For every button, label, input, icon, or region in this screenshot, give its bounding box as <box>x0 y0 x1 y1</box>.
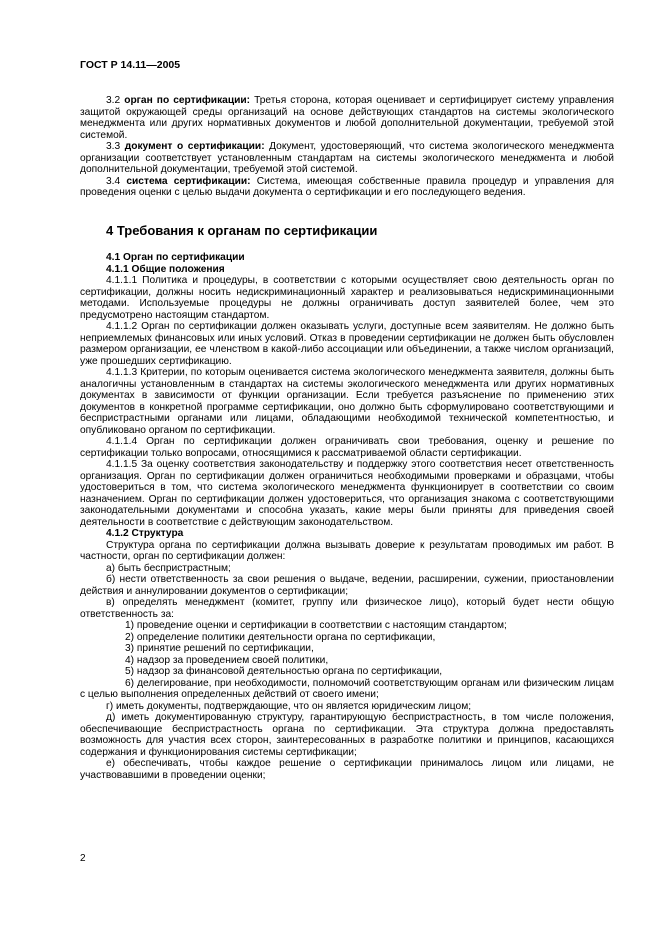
para-4-1-1-1: 4.1.1.1 Политика и процедуры, в соответствии с которыми осуществляет свою деятельность орган по сертификации, должны носить недискриминационный характер и реализовываться недискриминационными методами. Используемые процедуры не должны ограничивать доступ заявителей более, чем это предусмотрено настоящим стандартом. <box>80 275 614 321</box>
section-4-title: 4 Требования к органам по сертификации <box>106 223 378 238</box>
para-4-1-1-3: 4.1.1.3 Критерии, по которым оценивается система экологического менеджмента заявителя, должны быть аналогичны установленным в стандартах на системы экологического менеджмента или других нормативных документах в зависимости от функции организации. Если требуется разъяснение по применению этих документов в конкретной программе сертификации, оно должно быть сформулировано соответствующими и беспристрастными органами или лицами, обладающими необходимой технической компетентностью, и опубликовано органом по сертификации. <box>80 367 614 436</box>
sublist-item-4: 4) надзор за проведением своей политики, <box>125 654 329 666</box>
sublist-item-6: 6) делегирование, при необходимости, полномочий соответствующим органам или физическим лицам с целью выполнения определенных действий от своего имени; <box>80 677 614 700</box>
list-item-g: г) иметь документы, подтверждающие, что он является юридическим лицом; <box>106 700 472 712</box>
definition-3-4: 3.4 система сертификации: Система, имеющая собственные правила процедур и управления для проведения оценки с целью выдачи документа о сертификации и его последующего ведения. <box>80 175 614 198</box>
para-4-1-2-intro: Структура органа по сертификации должна вызывать доверие к результатам проводимых им работ. В частности, орган по сертификации должен: <box>80 539 614 562</box>
sublist-item-1: 1) проведение оценки и сертификации в соответствии с настоящим стандартом; <box>125 620 507 631</box>
list-item-v: в) определять менеджмент (комитет, группу или физическое лицо), который будет нести общую ответственность за: <box>80 597 614 620</box>
heading-4-1-1: 4.1.1 Общие положения <box>106 263 225 275</box>
section-4-body <box>80 252 614 781</box>
document-header: ГОСТ Р 14.11—2005 <box>80 59 181 71</box>
list-item-e: е) обеспечивать, чтобы каждое решение о сертификации принималось лицом или лицами, не участвовавшими в проведении оценки; <box>80 758 614 781</box>
page-number: 2 <box>80 853 86 864</box>
sublist-item-2: 2) определение политики деятельности органа по сертификации, <box>125 631 436 643</box>
sublist-item-3: 3) принятие решений по сертификации, <box>125 643 314 654</box>
list-item-d: д) иметь документированную структуру, гарантирующую беспристрастность, в том числе положения, обеспечивающие беспристрастность органа по сертификации. Эта структура должна предоставлять возможность для участия всех сторон, заинтересованных в разработке политики и принципов, касающихся содержания и функционирования системы сертификации; <box>80 712 614 758</box>
para-4-1-1-5: 4.1.1.5 За оценку соответствия законодательству и поддержку этого соответствия несет ответственность организация. Орган по сертификации должен ограничиться необходимыми проверками и образцами, чтобы удостовериться в том, что система экологического менеджмента функционирует в соответствии со своим назначением. Орган по сертификации должен удостовериться, что организация знакома с соответствующими законодательными документами и способна указать, какие меры были приняты для приведения своей деятельности в соответствие с действующим законодательством. <box>80 459 614 528</box>
sublist-item-5: 5) надзор за финансовой деятельностью органа по сертификации, <box>125 666 443 677</box>
list-item-b: б) нести ответственность за свои решения о выдаче, ведении, расширении, сужении, приостановлении действия и аннулировании документов о сертификации; <box>80 574 614 597</box>
section-4 <box>80 223 614 239</box>
definitions-block <box>80 95 614 199</box>
para-4-1-1-2: 4.1.1.2 Орган по сертификации должен оказывать услуги, доступные всем заявителям. Не должно быть неприемлемых финансовых или иных условий. Отказ в проведении сертификации не должен быть обусловлен размером организации, ее членством в какой-либо ассоциации или объединении, а также числом организаций, уже прошедших сертификацию. <box>80 321 614 367</box>
list-item-a: а) быть беспристрастным; <box>106 562 231 574</box>
definition-3-3: 3.3 документ о сертификации: Документ, удостоверяющий, что система экологического менеджмента организации соответствует установленным стандартам на системы экологического менеджмента и любой дополнительной документации, требуемой этой системой. <box>80 141 614 175</box>
para-4-1-1-4: 4.1.1.4 Орган по сертификации должен ограничивать свои требования, оценку и решение по сертификации только вопросами, относящимися к рассматриваемой области сертификации. <box>80 436 614 459</box>
heading-4-1-2: 4.1.2 Структура <box>106 528 184 539</box>
heading-4-1: 4.1 Орган по сертификации <box>106 252 245 263</box>
definition-3-2: 3.2 орган по сертификации: Третья сторона, которая оценивает и сертифицирует систему управления защитой окружающей среды организаций на основе действующих стандартов на системы экологического менеджмента или других нормативных документов и любой дополнительной документации, требуемой этой системой. <box>80 95 615 141</box>
